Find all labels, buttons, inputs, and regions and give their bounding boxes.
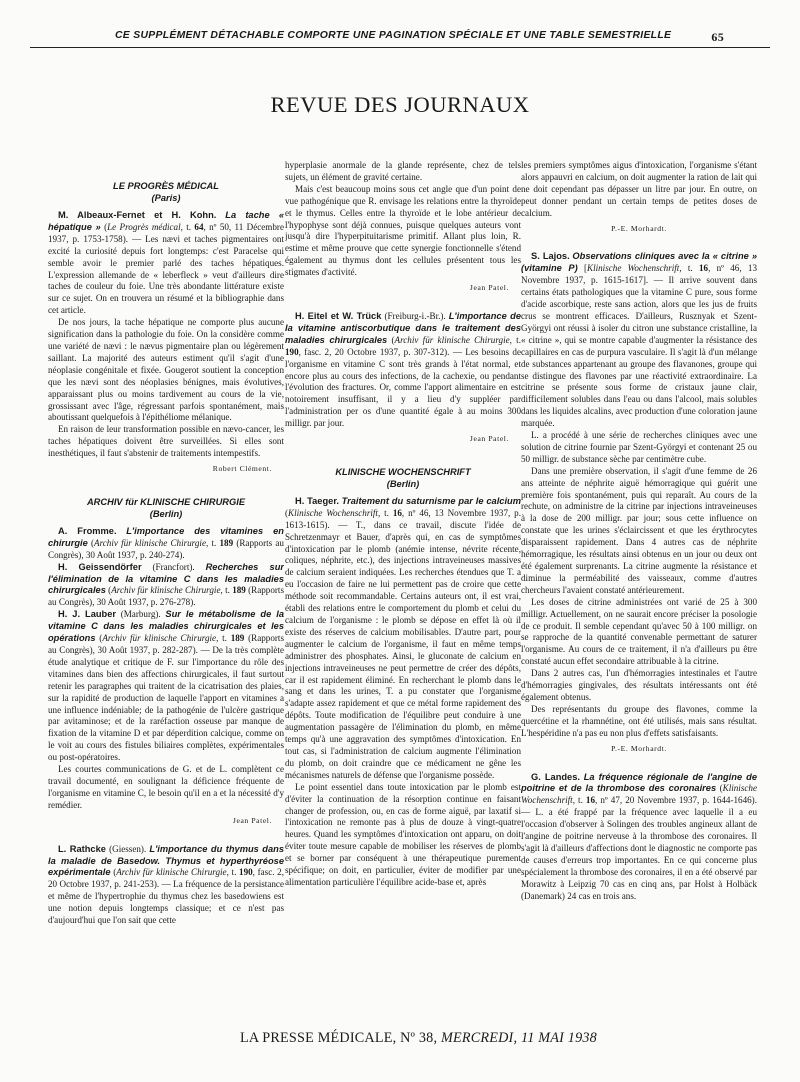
abstract-title: L'importance des vitamines en chirurgie [48,525,284,548]
ref-volume: 190 [285,346,299,357]
ref-journal: Archiv für klinische Chirurgie [394,334,510,345]
page-number: 65 [711,30,724,44]
ref-journal: Le Progrès médical [107,221,181,232]
ref-punct: , t. [226,867,240,878]
column-right [521,160,757,1035]
ref-punct: , t. [572,795,586,806]
abstract-body: — La fréquence de la persistance et même de l'hypertrophie du thymus chez les basedowiens est une notion depuis longtemps classique; et ce n'est pas d'aujourd'hui que l'on sait que cette [48,879,284,926]
abstract-title: L'importance du thymus dans la maladie de Basedow. Thymus et hyperthyréose expérimentale [48,843,284,878]
signature: Robert Clément. [212,464,272,474]
column-middle [285,160,521,1035]
ref-punct: ( [716,783,723,794]
abstract [285,496,521,782]
paragraph: Des représentants du groupe des flavones, comme la quercétine et la rhamnétine, ont été utilisés, mais sans résultat. L'hespéridine n'a pas eu non plus d'effets satisfaisants. [521,703,757,738]
paragraph: L. a procédé à une série de recherches cliniques avec une solution de citrine fournie par Szent-Györgyi et contenant 25 ou 50 milligr. de substance sèche par centimètre cube. [521,430,757,464]
abstract-body: — Les nævi et taches pigmentaires ont excité la curiosité depuis fort longtemps: c'est Paracelse qui semble avoir le premier parlé des taches hépatiques. L'expression allemande de « leberfleck » veut d'ailleurs dire taches de couleur du foie. Une très abondante littérature existe sur ce sujet. On en trouvera un résumé et la bibliographie dans cet article. [48,233,284,316]
header-notice: CE SUPPLÉMENT DÉTACHABLE COMPORTE UNE PAGINATION SPÉCIALE ET UNE TABLE SEMESTRIELLE [115,30,672,41]
ref-punct: , t. [216,633,231,644]
abstract-authors: H. J. Lauber [58,609,117,620]
ref-volume: 189 [219,537,234,548]
section-heading: ARCHIV für KLINISCHE CHIRURGIE [86,496,246,507]
ref-punct: ( [387,334,395,345]
section-heading: KLINISCHE WOCHENSCHRIFT [335,466,471,477]
ref-punct: , t. [220,585,233,596]
ref-volume: 16 [698,263,709,274]
abstract-authors: H. Taeger. [295,495,340,506]
ref-rest: , nº 47, 20 Novembre 1937, p. 1644-1646). [595,795,757,806]
paragraph: les premiers symptômes aigus d'intoxication, l'organisme s'étant alors appauvri en calcium, on doit augmenter la ration de lait qui ne doit cependant pas dépasser un litre par jour. En outre, on peut donner pendant un certain temps de petites doses de calcium. [521,160,757,218]
ref-rest: (Rapports au Congrès), 30 Août 1937, p. 282-287). [48,633,284,655]
ref-rest: (Rapports au Congrès), 30 Août 1937, p. 240-274). [48,537,284,560]
ref-rest: , fasc. 2, 20 Octobre 1937, p. 241-253). [48,867,284,890]
paragraph: De nos jours, la tache hépatique ne comporte plus aucune signification dans la pathologie du foie. On la considère comme une variété de nævi : le nævus pigmentaire plan ou légèrement saillant. La majorité des auteurs estiment qu'il s'agit d'une néoplasie congénitale et fixée. Gougerot soutient la conception que les nævi sont des néoplasies bénignes, mais évolutives, apparaissant plus ou moins tardivement au cours de la vie, grossissant avec l'âge, régressant parfois spontanément, mais aboutissant quelquefois à l'épithéliome mélanique. [48,317,284,423]
abstract-title: La tache « hépatique » [48,210,284,232]
ref-volume: 189 [232,585,246,596]
paragraph: Dans 2 autres cas, l'un d'hémorragies intestinales et l'autre d'hémorragies gingivales, des résultats intéressants ont été également obtenus. [521,668,757,702]
ref-punct: [ [577,263,588,274]
abstract-title: Observations cliniques avec la « citrine » (vitamine P) [521,251,757,274]
abstract-body: — Il arrive souvent dans certains états pathologiques que la vitamine C pure, sous forme d'acide ascorbique, reste sans action, alors que les jus de fruits crus se montrent efficaces. D'ailleurs, Rusznyak et Szent-Györgyi ont réussi à isoler du citron une substance cristalline, la « citrine », qui se montre capable d'augmenter la résistance des capillaires en cas de purpura vasculaire. Il s'agit là d'un mélange de substances appartenant au groupe des flavanones, groupe qui se distingue des flavones par une réactivité extraordinaire. La citrine se présente sous forme de cristaux jaune clair, difficilement solubles dans l'eau ou dans l'alcool, mais solubles dans les liquides alcalins, avec production d'une coloration jaune marquée. [521,275,757,429]
ref-volume: 16 [392,507,402,518]
signature: Jean Patel. [232,815,272,825]
ref-punct: , t. [180,221,195,232]
signature: P.-E. Morhardt. [611,223,667,233]
paragraph: Les doses de citrine administrées ont varié de 25 à 300 milligr. Actuellement, on ne saurait encore préciser la posologie de ce produit. Il semble cependant qu'avec 50 à 100 milligr. on se rapproche de la quantité convenable permettant de saturer l'organisme. Au cours de ce traitement, il n'a d'ailleurs pu être constaté aucun effet secondaire attribuable à la citrine. [521,596,757,667]
abstract-authors: L. Rathcke [58,843,106,854]
abstract-authors: H. Eitel et W. Trück [295,310,382,321]
abstract-authors: H. Geissendörfer [58,561,142,572]
ref-volume: 16 [585,795,596,806]
ref-journal: Archiv für klinische Chirurgie [102,633,217,644]
running-header [30,30,770,48]
page-footer [240,1030,597,1047]
ref-volume: 190 [239,867,253,878]
ref-rest: , nº 50, 11 Décembre 1937, p. 1753-1758). [48,221,284,244]
author-place: (Giessen). [105,843,147,854]
abstract [521,251,757,430]
paragraph: En raison de leur transformation possible en nævo-cancer, les taches hépatiques doivent être surveillées. Si elles sont inesthétiques, il faut s'abstenir de traitements intempestifs. [48,424,284,459]
paragraph: Dans une première observation, il s'agit d'une femme de 26 ans atteinte de néphrite aiguë hémorragique qui guérit une première fois spontanément, puis qui reparaît. Au cours de la rechute, on administre de la citrine par injections intraveineuses à la dose de 200 milligr. par jour; sous cette influence on constate que les urines s'éclaircissent et que les érythrocytes disparaissent rapidement. Dans 4 autres cas de néphrite hémorragique, les résultats ainsi obtenus en un jour ou deux ont été également surprenants. La citrine augmente la résistance et diminue la perméabilité des vaisseaux, comme d'autres chercheurs l'avaient constaté antérieurement. [521,465,757,595]
footer-publication: LA PRESSE MÉDICALE, Nº 38, [240,1030,438,1046]
abstract-authors: M. Albeaux-Fernet et H. Kohn. [58,210,217,220]
section-city: (Berlin) [386,478,420,489]
paragraph: Mais c'est beaucoup moins sous cet angle que d'un point de vue pathogénique que R. envisage les relations entre la thyroïde et le thymus. Celles entre la thyroïde et le lobe antérieur de l'hypophyse sont déjà connues, puisque quelques auteurs vont jusqu'à dire l'hyperpituitarisme primitif. Allant plus loin, R. estime et même prouve que cette synergie fonctionnelle s'étend également au thymus dont les cellules présentent tous les stigmates d'activité. [285,183,521,278]
abstract [48,844,284,927]
ref-journal: Archiv für klinische Chirurgie [94,537,206,548]
paragraph: Le point essentiel dans toute intoxication par le plomb est d'éviter la continuation de la résorption continue en faisant changer de profession, ou, en cas de forme aiguë, par laxatif si l'intoxication ne remonte pas à plus de douze à vingt-quatre heures. Quand les symptômes d'intoxication ont apparu, on doit éviter toute mesure capable de mobiliser les réserves de plomb et se borner par conséquent à une thérapeutique purement spécifique; on doit, en particulier, éviter de modifier par une alimentation particulière l'équilibre acide-base et, après [285,781,521,887]
abstract-authors: S. Lajos. [531,251,570,262]
author-place: (Freiburg-i.-Br.). [381,310,446,321]
ref-rest: (Rapports au Congrès), 30 Août 1937, p. 276-278). [48,585,284,608]
abstract-title: Recherches sur l'élimination de la vitamine C dans les maladies chirurgicales [48,561,284,596]
abstract-title: L'importance de la vitamine antiscorbutique dans le traitement des maladies chirurgicales [285,310,521,345]
signature: Jean Patel. [469,283,509,293]
paragraph: Les courtes communications de G. et de L. complètent ce travail documenté, en soulignant la déficience fréquente de l'organisme en vitamine C, le besoin qu'il en a et la nécessité d'y remédier. [48,764,284,810]
ref-journal: Klinische Wochenschrift [521,783,757,806]
ref-punct: ( [105,585,112,596]
ref-volume: 189 [230,633,245,644]
abstract [48,562,284,610]
abstract-authors: G. Landes. [531,771,580,782]
abstract-body: — L. a été frappé par la fréquence avec laquelle il a eu l'occasion d'observer à Solingen des troubles angineux allant de l'angine de poitrine nerveuse à la thrombose des coronaires. Il s'agit là d'ailleurs d'affections dont le diagnostic ne comporte pas de causes d'erreurs trop importantes. En ce qui concerne plus spécialement la thrombose des coronaires, il en a été observé par Morawitz à Leipzig 70 cas en cinq ans, par Holst à Holbäck (Danemark) 24 cas en trois ans. [521,807,757,901]
ref-journal: Klinische Wochenschrift [288,507,378,518]
abstract-body: — T., dans ce travail, discute l'idée de Schretzenmayr et Bauer, d'après qui, en cas de symptômes d'intoxication par le plomb (anémie intense, névrite récente, coliques, néphrite, etc.), des injections intraveineuses massives de calcium seraient indiquées. Les recherches étendues que T. a eu l'occasion de faire ne lui permettent pas de croire que cette méthode soit recommandable. Certains auteurs ont, il est vrai, établi des relations entre le comportement du plomb et celui du calcium de l'organisme : le plomb se dépose en effet là où il existe des réserves de calcium mobilisables. D'autre part, pour augmenter le calcium de l'organisme, il faut en même temps administrer des phosphates. Ainsi, le gluconate de calcium en injections intraveineuses ne peut permettre de créer des dépôts, car il est rapidement éliminé. En recherchant le plomb dans le sang et dans les urines, T. a pu constater que l'organisme s'adapte assez rapidement et que ce métal forme rapidement des dépôts. Toute modification de l'équilibre peut conduire à une augmentation passagère de l'élimination du plomb, en même temps qu'à une aggravation des symptômes d'intoxication. En tout cas, si l'administration de calcium augmente l'élimination du plomb, on doit craindre que ce médicament ne gêne les mécanismes naturels de défense que l'organisme possède. [285,519,521,780]
section-city: (Paris) [151,193,181,203]
column-left [48,180,284,1055]
abstract-authors: A. Fromme. [58,525,117,536]
ref-punct: ( [104,221,108,232]
abstract [521,772,757,903]
ref-punct: , t. [509,334,521,345]
ref-journal: Klinische Wochenschrift [587,263,680,274]
ref-volume: 64 [194,221,204,232]
section-city: (Berlin) [149,508,183,519]
abstract-title: La fréquence régionale de l'angine de poitrine et de la thrombose des coronaires [521,771,757,794]
ref-punct: , t. [679,263,699,274]
ref-punct: ( [90,537,95,548]
ref-punct: , t. [377,507,393,518]
author-place: (Francfort). [141,561,195,572]
ref-punct: ( [95,633,103,644]
abstract [285,311,521,430]
ref-punct: ( [285,507,289,518]
ref-rest: , fasc. 2, 20 Octobre 1937, p. 307-312). [298,346,450,357]
abstract-body: — Les besoins de l'organisme en vitamine C sont très grands à l'état normal, et encore plus au cours des infections, de la cachexie, ou pendant l'évolution des fractures. Or, comme l'apport alimentaire en est notoirement insuffisant, il y a lieu d'y suppléer par l'administration per os d'une quantité égale à au moins 300 milligr. par jour. [285,346,521,429]
footer-date: MERCREDI, 11 MAI 1938 [440,1030,597,1046]
ref-rest: , nº 46, 13 Novembre 1937, p. 1613-1615). [285,507,521,530]
signature: P.-E. Morhardt. [611,743,667,753]
abstract-title: Sur le métabolisme de la vitamine C dans les maladies chirurgicales et les opérations [48,609,284,644]
abstract [48,210,284,317]
ref-journal: Archiv für klinische Chirurgie [111,585,221,596]
paragraph: hyperplasie anormale de la glande représente, chez de tels sujets, un élément de gravité certaine. [285,160,521,182]
section-heading: LE PROGRÈS MÉDICAL [113,181,219,191]
signature: Jean Patel. [469,434,509,444]
page-title: REVUE DES JOURNAUX [270,92,530,117]
ref-journal: Archiv für klinische Chirurgie [116,867,227,878]
abstract [48,609,284,764]
ref-punct: ( [110,867,117,878]
ref-punct: , t. [206,537,220,548]
abstract [48,526,284,562]
ref-rest: , nº 46, 13 Novembre 1937, p. 1615-1617]. [521,263,757,286]
abstract-body: — De la très complète étude analytique et critique de F. sur l'importance du rôle des vitamines dans bien des affections chirurgicales, il faut surtout retenir les paragraphes qui traitent de la cicatrisation des plaies, sur la rapidité de production de laquelle l'apport en vitamines a une influence indéniable; de la pathogénie de l'ulcère gastrique par avitaminose; et de la raréfaction osseuse par manque de fixation de la vitamine D et par déperdition calcique, comme on le voit au cours des fistules biliaires complètes, expérimentales ou post-opératoires. [48,645,284,763]
abstract-title: Traitement du saturnisme par le calcium [341,495,521,506]
author-place: (Marburg). [116,609,161,620]
